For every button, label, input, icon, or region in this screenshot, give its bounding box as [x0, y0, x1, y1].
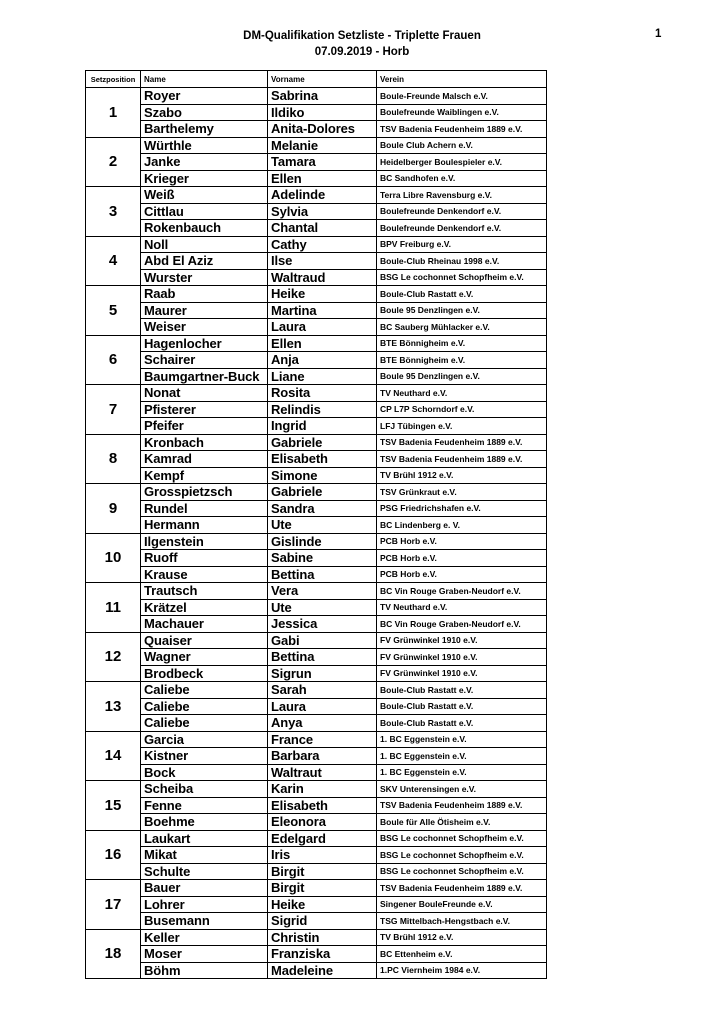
- table-row: [86, 566, 547, 583]
- player-surname: Kempf: [141, 467, 268, 484]
- player-surname: Szabo: [141, 104, 268, 121]
- player-club: BTE Bönnigheim e.V.: [377, 335, 547, 352]
- player-club: BC Vin Rouge Graben-Neudorf e.V.: [377, 616, 547, 633]
- page-number: 1: [655, 28, 662, 40]
- table-row: [86, 665, 547, 682]
- table-row: [86, 220, 547, 237]
- seed-position: 13: [86, 682, 141, 732]
- player-firstname: Bettina: [268, 566, 377, 583]
- player-surname: Kronbach: [141, 434, 268, 451]
- player-firstname: Anita-Dolores: [268, 121, 377, 138]
- table-row: [86, 863, 547, 880]
- player-firstname: Gabriele: [268, 484, 377, 501]
- player-club: BSG Le cochonnet Schopfheim e.V.: [377, 269, 547, 286]
- player-club: TSV Badenia Feudenheim 1889 e.V.: [377, 434, 547, 451]
- player-surname: Caliebe: [141, 715, 268, 732]
- player-firstname: Ellen: [268, 335, 377, 352]
- table-row: [86, 533, 547, 550]
- table-row: [86, 847, 547, 864]
- table-row: [86, 517, 547, 534]
- table-row: [86, 599, 547, 616]
- table-row: [86, 946, 547, 963]
- player-firstname: Liane: [268, 368, 377, 385]
- player-club: BC Vin Rouge Graben-Neudorf e.V.: [377, 583, 547, 600]
- seed-position: 10: [86, 533, 141, 583]
- player-firstname: Birgit: [268, 880, 377, 897]
- player-surname: Pfeifer: [141, 418, 268, 435]
- player-surname: Hermann: [141, 517, 268, 534]
- seed-position: 9: [86, 484, 141, 534]
- player-firstname: Jessica: [268, 616, 377, 633]
- player-club: Boulefreunde Denkendorf e.V.: [377, 220, 547, 237]
- player-firstname: Adelinde: [268, 187, 377, 204]
- player-club: Boule 95 Denzlingen e.V.: [377, 368, 547, 385]
- player-surname: Noll: [141, 236, 268, 253]
- player-surname: Machauer: [141, 616, 268, 633]
- player-surname: Schairer: [141, 352, 268, 369]
- player-surname: Wurster: [141, 269, 268, 286]
- player-club: Heidelberger Boulespieler e.V.: [377, 154, 547, 171]
- player-club: TSV Badenia Feudenheim 1889 e.V.: [377, 880, 547, 897]
- table-row: [86, 830, 547, 847]
- table-row: [86, 929, 547, 946]
- column-header-vorname: Vorname: [268, 71, 377, 88]
- player-firstname: Sabrina: [268, 88, 377, 105]
- player-firstname: Sigrun: [268, 665, 377, 682]
- player-surname: Quaiser: [141, 632, 268, 649]
- player-surname: Royer: [141, 88, 268, 105]
- player-club: PSG Friedrichshafen e.V.: [377, 500, 547, 517]
- column-header-name: Name: [141, 71, 268, 88]
- player-surname: Kamrad: [141, 451, 268, 468]
- table-row: [86, 302, 547, 319]
- seed-position: 17: [86, 880, 141, 930]
- table-row: [86, 451, 547, 468]
- player-surname: Bock: [141, 764, 268, 781]
- table-row: [86, 649, 547, 666]
- table-row: [86, 137, 547, 154]
- table-row: [86, 632, 547, 649]
- player-club: BC Sauberg Mühlacker e.V.: [377, 319, 547, 336]
- player-club: Boulefreunde Waiblingen e.V.: [377, 104, 547, 121]
- player-club: TSV Badenia Feudenheim 1889 e.V.: [377, 121, 547, 138]
- player-surname: Kistner: [141, 748, 268, 765]
- player-surname: Moser: [141, 946, 268, 963]
- player-club: 1. BC Eggenstein e.V.: [377, 748, 547, 765]
- table-row: [86, 616, 547, 633]
- player-club: BSG Le cochonnet Schopfheim e.V.: [377, 863, 547, 880]
- player-club: BC Sandhofen e.V.: [377, 170, 547, 187]
- table-row: [86, 764, 547, 781]
- player-firstname: Sigrid: [268, 913, 377, 930]
- player-surname: Ilgenstein: [141, 533, 268, 550]
- seed-position: 11: [86, 583, 141, 633]
- player-surname: Weiß: [141, 187, 268, 204]
- table-header-row: [86, 71, 547, 88]
- table-row: [86, 385, 547, 402]
- player-surname: Maurer: [141, 302, 268, 319]
- table-row: [86, 203, 547, 220]
- player-firstname: Edelgard: [268, 830, 377, 847]
- player-club: PCB Horb e.V.: [377, 550, 547, 567]
- player-firstname: Ute: [268, 599, 377, 616]
- player-firstname: Waltraud: [268, 269, 377, 286]
- player-firstname: Tamara: [268, 154, 377, 171]
- player-firstname: France: [268, 731, 377, 748]
- player-surname: Wagner: [141, 649, 268, 666]
- table-row: [86, 104, 547, 121]
- seed-position: 12: [86, 632, 141, 682]
- table-row: [86, 121, 547, 138]
- player-surname: Krätzel: [141, 599, 268, 616]
- table-row: [86, 170, 547, 187]
- player-surname: Bauer: [141, 880, 268, 897]
- player-club: FV Grünwinkel 1910 e.V.: [377, 665, 547, 682]
- table-row: [86, 253, 547, 270]
- player-club: BPV Freiburg e.V.: [377, 236, 547, 253]
- column-header-setzposition: Setzposition: [86, 71, 141, 88]
- player-firstname: Chantal: [268, 220, 377, 237]
- seed-position: 1: [86, 88, 141, 138]
- table-row: [86, 154, 547, 171]
- seed-position: 14: [86, 731, 141, 781]
- player-surname: Brodbeck: [141, 665, 268, 682]
- seed-position: 5: [86, 286, 141, 336]
- table-row: [86, 88, 547, 105]
- table-row: [86, 418, 547, 435]
- table-row: [86, 781, 547, 798]
- player-club: BTE Bönnigheim e.V.: [377, 352, 547, 369]
- table-body: [86, 88, 547, 979]
- player-club: LFJ Tübingen e.V.: [377, 418, 547, 435]
- player-firstname: Heike: [268, 896, 377, 913]
- player-surname: Keller: [141, 929, 268, 946]
- player-surname: Janke: [141, 154, 268, 171]
- player-firstname: Anya: [268, 715, 377, 732]
- player-surname: Trautsch: [141, 583, 268, 600]
- player-surname: Raab: [141, 286, 268, 303]
- player-club: CP L7P Schorndorf e.V.: [377, 401, 547, 418]
- player-surname: Mikat: [141, 847, 268, 864]
- player-firstname: Gabi: [268, 632, 377, 649]
- player-club: BSG Le cochonnet Schopfheim e.V.: [377, 830, 547, 847]
- player-surname: Weiser: [141, 319, 268, 336]
- table-row: [86, 583, 547, 600]
- player-firstname: Eleonora: [268, 814, 377, 831]
- player-firstname: Karin: [268, 781, 377, 798]
- player-firstname: Laura: [268, 698, 377, 715]
- player-club: Boule-Club Rastatt e.V.: [377, 286, 547, 303]
- player-firstname: Waltraut: [268, 764, 377, 781]
- player-firstname: Anja: [268, 352, 377, 369]
- table-row: [86, 682, 547, 699]
- table-row: [86, 880, 547, 897]
- player-surname: Hagenlocher: [141, 335, 268, 352]
- player-firstname: Madeleine: [268, 962, 377, 979]
- player-firstname: Sabine: [268, 550, 377, 567]
- player-surname: Caliebe: [141, 682, 268, 699]
- player-club: Boulefreunde Denkendorf e.V.: [377, 203, 547, 220]
- player-surname: Würthle: [141, 137, 268, 154]
- player-firstname: Heike: [268, 286, 377, 303]
- player-surname: Rundel: [141, 500, 268, 517]
- seed-position: 18: [86, 929, 141, 979]
- player-firstname: Ildiko: [268, 104, 377, 121]
- player-surname: Cittlau: [141, 203, 268, 220]
- player-surname: Ruoff: [141, 550, 268, 567]
- player-club: Boule für Alle Ötisheim e.V.: [377, 814, 547, 831]
- player-firstname: Franziska: [268, 946, 377, 963]
- player-surname: Laukart: [141, 830, 268, 847]
- player-firstname: Laura: [268, 319, 377, 336]
- player-surname: Boehme: [141, 814, 268, 831]
- player-firstname: Martina: [268, 302, 377, 319]
- player-club: Boule-Club Rastatt e.V.: [377, 682, 547, 699]
- player-firstname: Ellen: [268, 170, 377, 187]
- player-surname: Rokenbauch: [141, 220, 268, 237]
- column-header-verein: Verein: [377, 71, 547, 88]
- player-club: Boule 95 Denzlingen e.V.: [377, 302, 547, 319]
- player-surname: Busemann: [141, 913, 268, 930]
- player-firstname: Bettina: [268, 649, 377, 666]
- player-firstname: Sandra: [268, 500, 377, 517]
- player-surname: Fenne: [141, 797, 268, 814]
- player-club: 1. BC Eggenstein e.V.: [377, 731, 547, 748]
- table-row: [86, 550, 547, 567]
- player-club: FV Grünwinkel 1910 e.V.: [377, 632, 547, 649]
- table-row: [86, 500, 547, 517]
- table-row: [86, 368, 547, 385]
- player-surname: Scheiba: [141, 781, 268, 798]
- seed-position: 4: [86, 236, 141, 286]
- player-club: Boule-Club Rastatt e.V.: [377, 715, 547, 732]
- page-subtitle: 07.09.2019 - Horb: [314, 46, 410, 58]
- table-row: [86, 352, 547, 369]
- player-firstname: Ute: [268, 517, 377, 534]
- table-row: [86, 913, 547, 930]
- seed-position: 16: [86, 830, 141, 880]
- seed-position: 3: [86, 187, 141, 237]
- player-surname: Böhm: [141, 962, 268, 979]
- player-surname: Krieger: [141, 170, 268, 187]
- player-surname: Baumgartner-Buck: [141, 368, 268, 385]
- player-surname: Pfisterer: [141, 401, 268, 418]
- player-surname: Lohrer: [141, 896, 268, 913]
- player-surname: Caliebe: [141, 698, 268, 715]
- player-firstname: Sarah: [268, 682, 377, 699]
- seed-position: 6: [86, 335, 141, 385]
- player-surname: Krause: [141, 566, 268, 583]
- player-firstname: Birgit: [268, 863, 377, 880]
- player-firstname: Relindis: [268, 401, 377, 418]
- player-firstname: Iris: [268, 847, 377, 864]
- player-club: FV Grünwinkel 1910 e.V.: [377, 649, 547, 666]
- player-firstname: Ilse: [268, 253, 377, 270]
- player-club: BC Lindenberg e. V.: [377, 517, 547, 534]
- table-row: [86, 187, 547, 204]
- table-row: [86, 797, 547, 814]
- player-club: Boule Club Achern e.V.: [377, 137, 547, 154]
- player-firstname: Ingrid: [268, 418, 377, 435]
- table-row: [86, 731, 547, 748]
- player-club: TV Neuthard e.V.: [377, 385, 547, 402]
- player-firstname: Vera: [268, 583, 377, 600]
- player-firstname: Simone: [268, 467, 377, 484]
- player-club: 1.PC Viernheim 1984 e.V.: [377, 962, 547, 979]
- player-firstname: Sylvia: [268, 203, 377, 220]
- player-club: Singener BouleFreunde e.V.: [377, 896, 547, 913]
- player-firstname: Melanie: [268, 137, 377, 154]
- player-firstname: Gabriele: [268, 434, 377, 451]
- table-row: [86, 467, 547, 484]
- player-club: Boule-Club Rastatt e.V.: [377, 698, 547, 715]
- player-surname: Garcia: [141, 731, 268, 748]
- player-firstname: Christin: [268, 929, 377, 946]
- player-firstname: Rosita: [268, 385, 377, 402]
- player-firstname: Elisabeth: [268, 451, 377, 468]
- player-club: TSV Badenia Feudenheim 1889 e.V.: [377, 451, 547, 468]
- page-title: DM-Qualifikation Setzliste - Triplette Frauen: [243, 30, 481, 42]
- player-club: TV Brühl 1912 e.V.: [377, 929, 547, 946]
- player-club: Boule-Club Rheinau 1998 e.V.: [377, 253, 547, 270]
- table-row: [86, 401, 547, 418]
- player-club: TSV Badenia Feudenheim 1889 e.V.: [377, 797, 547, 814]
- table-row: [86, 962, 547, 979]
- player-firstname: Elisabeth: [268, 797, 377, 814]
- seeding-table: [85, 70, 547, 979]
- table-row: [86, 698, 547, 715]
- table-row: [86, 484, 547, 501]
- table-row: [86, 269, 547, 286]
- player-club: TSV Grünkraut e.V.: [377, 484, 547, 501]
- seed-position: 8: [86, 434, 141, 484]
- seed-position: 7: [86, 385, 141, 435]
- player-firstname: Cathy: [268, 236, 377, 253]
- table-row: [86, 286, 547, 303]
- player-club: SKV Unterensingen e.V.: [377, 781, 547, 798]
- seed-position: 2: [86, 137, 141, 187]
- player-surname: Abd El Aziz: [141, 253, 268, 270]
- player-club: PCB Horb e.V.: [377, 533, 547, 550]
- table-row: [86, 896, 547, 913]
- player-surname: Grosspietzsch: [141, 484, 268, 501]
- player-club: Terra Libre Ravensburg e.V.: [377, 187, 547, 204]
- table-row: [86, 236, 547, 253]
- player-club: BSG Le cochonnet Schopfheim e.V.: [377, 847, 547, 864]
- table-row: [86, 319, 547, 336]
- table-row: [86, 814, 547, 831]
- player-club: PCB Horb e.V.: [377, 566, 547, 583]
- player-club: 1. BC Eggenstein e.V.: [377, 764, 547, 781]
- table-row: [86, 335, 547, 352]
- player-surname: Barthelemy: [141, 121, 268, 138]
- player-club: BC Ettenheim e.V.: [377, 946, 547, 963]
- table-row: [86, 748, 547, 765]
- player-surname: Nonat: [141, 385, 268, 402]
- player-firstname: Gislinde: [268, 533, 377, 550]
- table-row: [86, 715, 547, 732]
- table-row: [86, 434, 547, 451]
- player-club: Boule-Freunde Malsch e.V.: [377, 88, 547, 105]
- player-firstname: Barbara: [268, 748, 377, 765]
- player-surname: Schulte: [141, 863, 268, 880]
- document-title: [0, 28, 724, 60]
- player-club: TV Brühl 1912 e.V.: [377, 467, 547, 484]
- player-club: TSG Mittelbach-Hengstbach e.V.: [377, 913, 547, 930]
- player-club: TV Neuthard e.V.: [377, 599, 547, 616]
- seed-position: 15: [86, 781, 141, 831]
